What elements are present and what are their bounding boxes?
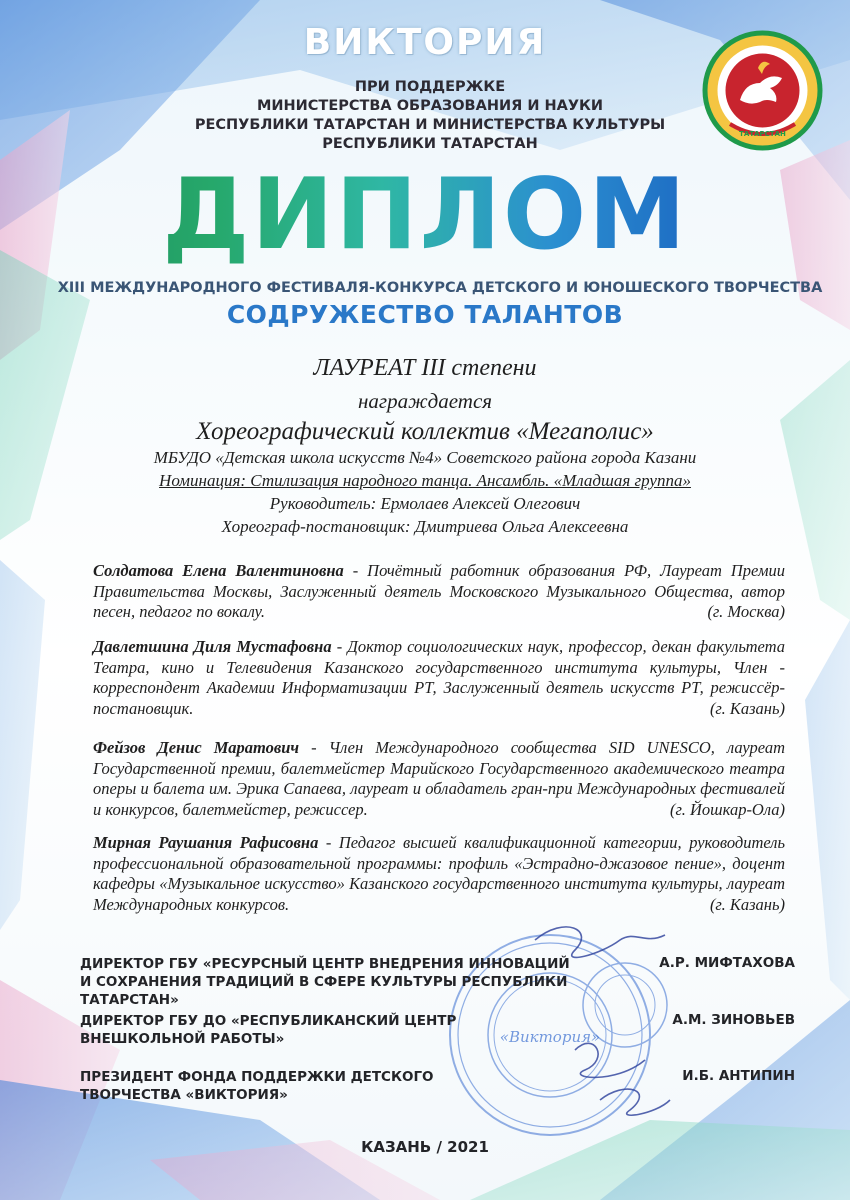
signature-title bbox=[80, 955, 640, 1009]
signature-title bbox=[80, 1012, 640, 1048]
jury-name: Солдатова Елена Валентиновна bbox=[93, 561, 344, 580]
signature-title bbox=[80, 1068, 640, 1104]
jury-city: (г. Казань) bbox=[709, 894, 785, 914]
award-institution: МБУДО «Детская школа искусств №4» Советского района города Казани bbox=[153, 448, 697, 467]
signature-name: А.М. ЗИНОВЬЕВ bbox=[672, 1012, 795, 1028]
emblem-caption: ТАТАРСТАН bbox=[739, 130, 786, 138]
signature-name: И.Б. АНТИПИН bbox=[682, 1068, 795, 1084]
signature-title-line: ДИРЕКТОР ГБУ ДО «РЕСПУБЛИКАНСКИЙ ЦЕНТР bbox=[80, 1013, 457, 1029]
award-awarded: награждается bbox=[357, 389, 493, 413]
signature-title-line: ПРЕЗИДЕНТ ФОНДА ПОДДЕРЖКИ ДЕТСКОГО bbox=[80, 1069, 434, 1085]
support-line: МИНИСТЕРСТВА ОБРАЗОВАНИЯ И НАУКИ bbox=[256, 98, 604, 114]
jury-member bbox=[93, 561, 785, 623]
footer-place-year: КАЗАНЬ / 2021 bbox=[361, 1138, 489, 1156]
jury-city: (г. Йошкар-Ола) bbox=[670, 799, 785, 819]
jury-member bbox=[93, 738, 785, 820]
award-choreographer: Хореограф-постановщик: Дмитриева Ольга Алексеевна bbox=[221, 517, 629, 536]
award-nomination: Номинация: Стилизация народного танца. Ансамбль. «Младшая группа» bbox=[159, 471, 691, 490]
jury-city: (г. Москва) bbox=[707, 602, 785, 621]
diploma-title: ДИПЛОМ bbox=[0, 160, 850, 270]
festival-name: СОДРУЖЕСТВО ТАЛАНТОВ bbox=[226, 300, 624, 329]
jury-description: - Член Международного сообщества SID UNESCO, лауреат Государственной премии, балетмейстер Марийского Государственного академического театра оперы и балета им. Эрика Сапаева, лауреат и обладатель гран-при Международных фестивалей и конкурсов, балетмейстер, режиссер. bbox=[93, 738, 785, 819]
support-line: ПРИ ПОДДЕРЖКЕ bbox=[354, 79, 506, 95]
signature-title-line: ТВОРЧЕСТВА «ВИКТОРИЯ» bbox=[80, 1087, 288, 1103]
support-text bbox=[150, 78, 710, 154]
jury-member bbox=[93, 637, 785, 719]
stamp-text: «Виктория» bbox=[499, 1028, 601, 1046]
jury-name: Давлетшина Диля Мустафовна bbox=[93, 637, 332, 656]
jury-member bbox=[93, 833, 785, 915]
festival-line: XIII МЕЖДУНАРОДНОГО ФЕСТИВАЛЯ-КОНКУРСА ДЕТСКОГО И ЮНОШЕСКОГО ТВОРЧЕСТВА bbox=[57, 280, 823, 296]
award-leader: Руководитель: Ермолаев Алексей Олегович bbox=[269, 494, 581, 513]
jury-city: (г. Казань) bbox=[709, 698, 785, 718]
signature-title-line: ДИРЕКТОР ГБУ «РЕСУРСНЫЙ ЦЕНТР ВНЕДРЕНИЯ ИННОВАЦИЙ bbox=[80, 956, 570, 972]
tatarstan-emblem-icon bbox=[700, 28, 825, 153]
support-line: РЕСПУБЛИКИ ТАТАРСТАН И МИНИСТЕРСТВА КУЛЬТУРЫ bbox=[194, 117, 666, 133]
award-rank: ЛАУРЕАТ III степени bbox=[313, 355, 537, 381]
jury-name: Мирная Раушания Рафисовна bbox=[93, 833, 319, 852]
signature-name: А.Р. МИФТАХОВА bbox=[659, 955, 795, 971]
signature-title-line: ВНЕШКОЛЬНОЙ РАБОТЫ» bbox=[80, 1031, 285, 1047]
support-line: РЕСПУБЛИКИ ТАТАРСТАН bbox=[322, 136, 538, 152]
signature-title-line: И СОХРАНЕНИЯ ТРАДИЦИЙ В СФЕРЕ КУЛЬТУРЫ РЕСПУБЛИКИ ТАТАРСТАН» bbox=[80, 974, 568, 1008]
jury-description: - Доктор социологических наук, профессор, декан факультета Театра, кино и Телевидения Казанского государственного института культуры, Член - корреспондент Академии Информатизации РТ, Заслуженный деятель искусств РТ, режиссёр- постановщик. bbox=[93, 637, 785, 718]
award-recipient: Хореографический коллектив «Мегаполис» bbox=[196, 418, 654, 445]
jury-name: Фейзов Денис Маратович bbox=[93, 738, 300, 757]
jury-description: - Почётный работник образования РФ, Лауреат Премии Правительства Москвы, Заслуженный деятель Московского Музыкального Общества, автор песен, педагог по вокалу. bbox=[93, 561, 785, 621]
jury-description: - Педагог высшей квалификационной категории, руководитель профессиональной образовательной программы: профиль «Эстрадно-джазовое пение», доцент кафедры «Музыкальное искусство» Казанского государственного института культуры, лауреат Международных конкурсов. bbox=[93, 833, 786, 914]
brand-logo: ВИКТОРИЯ bbox=[303, 22, 547, 63]
